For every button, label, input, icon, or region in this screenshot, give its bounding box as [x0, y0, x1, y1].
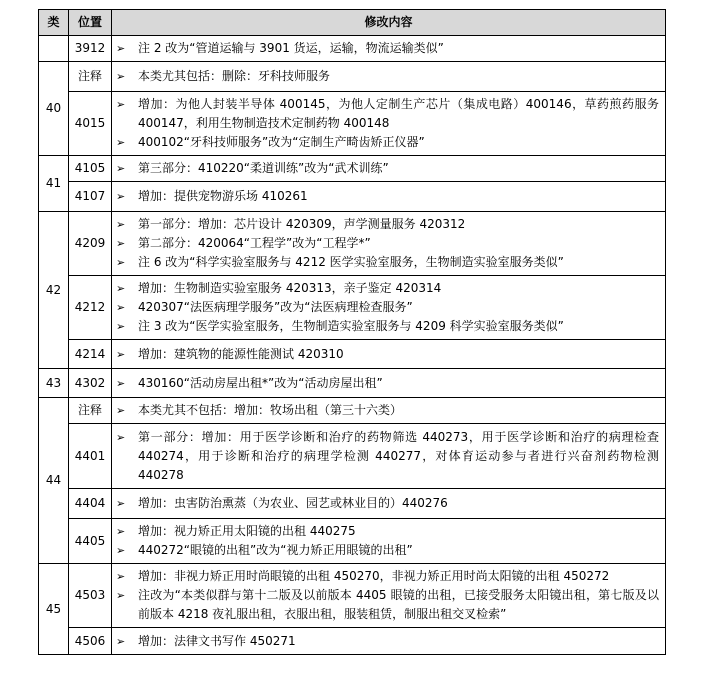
class-cell: 43 [39, 369, 69, 398]
item-text: 第二部分：420064“工程学”改为“工程学*” [138, 236, 371, 250]
arrow-bullet-icon: ➢ [116, 70, 126, 83]
position-cell: 4212 [69, 276, 112, 340]
arrow-bullet-icon: ➢ [116, 589, 126, 602]
content-cell [112, 398, 666, 424]
header-position: 位置 [69, 10, 112, 36]
table-row [39, 564, 666, 628]
arrow-bullet-icon: ➢ [116, 320, 126, 333]
item-text: 增加：为他人封装半导体 400145，为他人定制生产芯片（集成电路）400146，草药煎药服务 400147，利用生物制造技术定制药物 400148 [138, 97, 659, 130]
position-cell: 4107 [69, 182, 112, 212]
item-text: 增加：视力矫正用太阳镜的出租 440275 [138, 524, 356, 538]
position-cell: 注释 [69, 62, 112, 92]
item-text: 440272“眼镜的出租”改为“视力矫正用眼镜的出租” [138, 543, 413, 557]
table-body [39, 36, 666, 655]
class-cell: 45 [39, 564, 69, 655]
table-row [39, 36, 666, 62]
arrow-bullet-icon: ➢ [116, 218, 126, 231]
list-item [116, 133, 659, 152]
item-text: 增加：建筑物的能源性能测试 420310 [138, 346, 344, 361]
list-item [116, 428, 659, 485]
position-cell: 4506 [69, 628, 112, 655]
item-text: 注 6 改为“科学实验室服务与 4212 医学实验室服务，生物制造实验室服务类似” [138, 255, 564, 269]
content-cell [112, 489, 666, 519]
list-item [116, 187, 659, 206]
arrow-bullet-icon: ➢ [116, 347, 126, 361]
list-item [116, 541, 659, 560]
class-cell: 40 [39, 62, 69, 156]
list-item [116, 586, 659, 624]
class-cell: 42 [39, 212, 69, 369]
header-content: 修改内容 [112, 10, 666, 36]
table-row [39, 62, 666, 92]
table-row [39, 628, 666, 655]
position-cell: 4401 [69, 424, 112, 489]
table-row [39, 92, 666, 156]
item-text: 400102“牙科技师服务”改为“定制生产畸齿矫正仪器” [138, 135, 425, 149]
list-item [116, 401, 659, 420]
revision-table [38, 9, 666, 655]
item-text: 第一部分：增加：用于医学诊断和治疗的药物筛选 440273，用于医学诊断和治疗的病理检查 440274，用于诊断和治疗的病理学检测 440277，对体育运动参与者进行兴奋剂药物检测 440278 [138, 429, 659, 482]
position-cell: 4214 [69, 340, 112, 369]
item-text: 第三部分：410220“柔道训练”改为“武术训练” [138, 161, 389, 175]
list-item [116, 298, 659, 317]
position-cell: 4209 [69, 212, 112, 276]
arrow-bullet-icon: ➢ [116, 98, 126, 111]
arrow-bullet-icon: ➢ [116, 634, 126, 648]
table-row [39, 369, 666, 398]
class-cell: 41 [39, 156, 69, 212]
content-cell [112, 369, 666, 398]
item-text: 注 2 改为“管道运输与 3901 货运，运输，物流运输类似” [138, 41, 444, 55]
item-text: 第一部分：增加：芯片设计 420309，声学测量服务 420312 [138, 217, 466, 231]
table-row [39, 398, 666, 424]
position-cell: 4105 [69, 156, 112, 182]
list-item [116, 567, 659, 586]
list-item [116, 317, 659, 336]
arrow-bullet-icon: ➢ [116, 237, 126, 250]
arrow-bullet-icon: ➢ [116, 497, 126, 510]
item-text: 注 3 改为“医学实验室服务，生物制造实验室服务与 4209 科学实验室服务类似” [138, 319, 564, 333]
item-text: 430160“活动房屋出租*”改为“活动房屋出租” [138, 375, 383, 390]
arrow-bullet-icon: ➢ [116, 430, 126, 444]
arrow-bullet-icon: ➢ [116, 256, 126, 269]
list-item [116, 67, 659, 86]
arrow-bullet-icon: ➢ [116, 42, 126, 55]
list-item [116, 345, 659, 364]
content-cell [112, 92, 666, 156]
list-item [116, 279, 659, 298]
class-cell: 44 [39, 398, 69, 564]
content-cell [112, 212, 666, 276]
content-cell [112, 628, 666, 655]
position-cell: 注释 [69, 398, 112, 424]
content-cell [112, 156, 666, 182]
position-cell: 4302 [69, 369, 112, 398]
arrow-bullet-icon: ➢ [116, 525, 126, 538]
list-item [116, 215, 659, 234]
list-item [116, 234, 659, 253]
list-item [116, 632, 659, 651]
item-text: 增加：生物制造实验室服务 420313，亲子鉴定 420314 [138, 281, 442, 295]
list-item [116, 253, 659, 272]
arrow-bullet-icon: ➢ [116, 282, 126, 295]
position-cell: 4405 [69, 519, 112, 564]
list-item [116, 159, 659, 178]
table-row [39, 424, 666, 489]
list-item [116, 374, 659, 393]
position-cell: 3912 [69, 36, 112, 62]
arrow-bullet-icon: ➢ [116, 136, 126, 149]
content-cell [112, 519, 666, 564]
position-cell: 4404 [69, 489, 112, 519]
position-cell: 4015 [69, 92, 112, 156]
item-text: 增加：提供宠物游乐场 410261 [138, 189, 308, 203]
table-row [39, 340, 666, 369]
arrow-bullet-icon: ➢ [116, 570, 126, 583]
item-text: 本类尤其包括：删除：牙科技师服务 [138, 69, 331, 83]
list-item [116, 522, 659, 541]
content-cell [112, 340, 666, 369]
content-cell [112, 36, 666, 62]
arrow-bullet-icon: ➢ [116, 544, 126, 557]
item-text: 增加：虫害防治熏蒸（为农业、园艺或林业目的）440276 [138, 496, 448, 510]
header-class: 类 [39, 10, 69, 36]
list-item [116, 95, 659, 133]
content-cell [112, 424, 666, 489]
arrow-bullet-icon: ➢ [116, 162, 126, 175]
content-cell [112, 182, 666, 212]
position-cell: 4503 [69, 564, 112, 628]
table-row [39, 276, 666, 340]
table-row [39, 489, 666, 519]
arrow-bullet-icon: ➢ [116, 190, 126, 203]
revision-table-wrapper [38, 9, 666, 655]
content-cell [112, 276, 666, 340]
table-row [39, 519, 666, 564]
table-row [39, 182, 666, 212]
item-text: 增加：法律文书写作 450271 [138, 633, 296, 648]
table-header-row [39, 10, 666, 36]
content-cell [112, 564, 666, 628]
arrow-bullet-icon: ➢ [116, 376, 126, 390]
content-cell [112, 62, 666, 92]
list-item [116, 494, 659, 513]
item-text: 本类尤其不包括：增加：牧场出租（第三十六类） [138, 403, 403, 417]
class-cell [39, 36, 69, 62]
list-item [116, 39, 659, 58]
arrow-bullet-icon: ➢ [116, 404, 126, 417]
item-text: 420307“法医病理学服务”改为“法医病理检查服务” [138, 300, 413, 314]
arrow-bullet-icon: ➢ [116, 301, 126, 314]
item-text: 增加：非视力矫正用时尚眼镜的出租 450270，非视力矫正用时尚太阳镜的出租 450272 [138, 569, 610, 583]
item-text: 注改为“本类似群与第十二版及以前版本 4405 眼镜的出租，已接受服务太阳镜出租，第七版及以前版本 4218 夜礼服出租，衣服出租，服装租赁，制服出租交叉检索” [138, 588, 659, 621]
table-row [39, 212, 666, 276]
table-row [39, 156, 666, 182]
